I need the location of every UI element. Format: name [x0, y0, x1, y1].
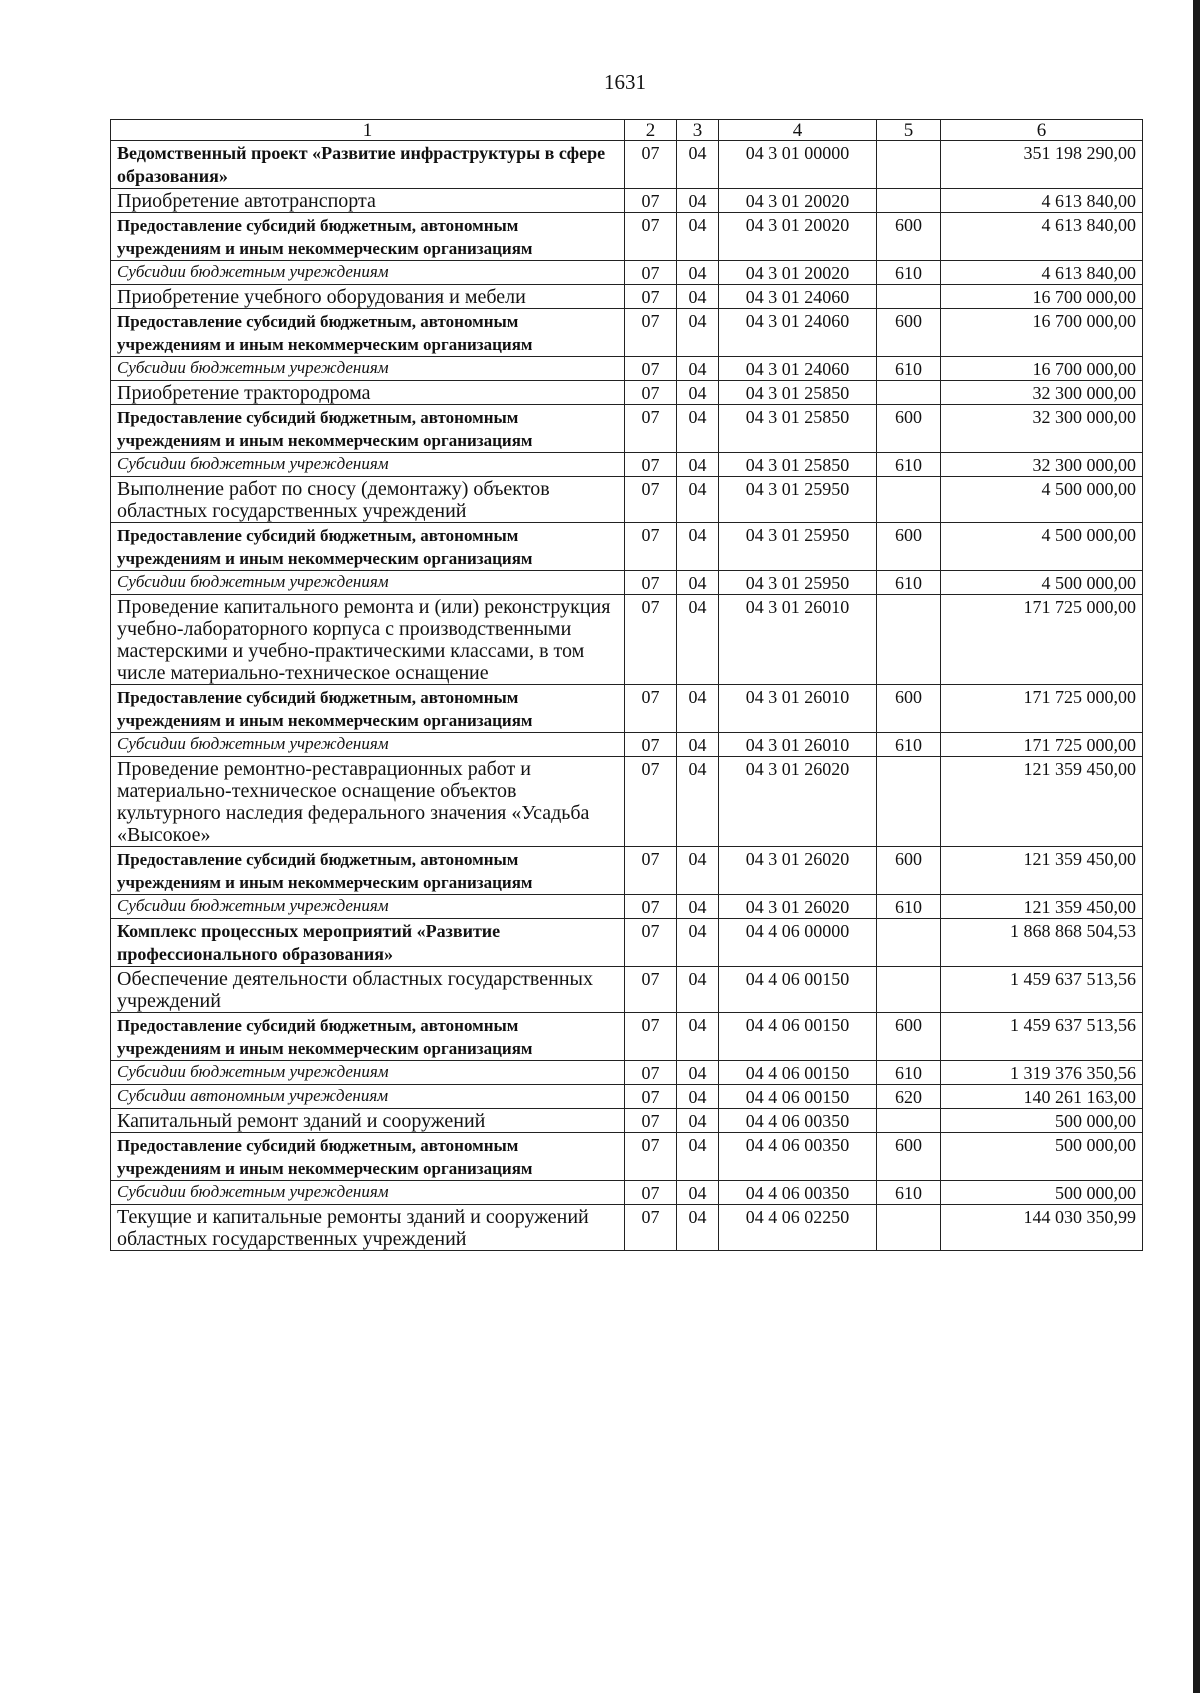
row-amount: 4 500 000,00	[941, 571, 1143, 595]
row-subsection-code: 04	[677, 685, 719, 733]
row-name: Проведение ремонтно-реставрационных работ и материально-техническое оснащение объектов культурного наследия федерального значения «Усадьба «Высокое»	[111, 757, 625, 847]
row-section-code: 07	[625, 967, 677, 1013]
row-section-code: 07	[625, 1013, 677, 1061]
row-amount: 500 000,00	[941, 1133, 1143, 1181]
table-row	[111, 1133, 1143, 1181]
row-amount: 4 613 840,00	[941, 189, 1143, 213]
table-row	[111, 189, 1143, 213]
row-name: Капитальный ремонт зданий и сооружений	[111, 1109, 625, 1133]
row-section-code: 07	[625, 757, 677, 847]
table-row	[111, 453, 1143, 477]
row-subsection-code: 04	[677, 733, 719, 757]
table-row	[111, 595, 1143, 685]
row-amount: 171 725 000,00	[941, 733, 1143, 757]
row-amount: 1 459 637 513,56	[941, 1013, 1143, 1061]
row-amount: 500 000,00	[941, 1181, 1143, 1205]
row-section-code: 07	[625, 733, 677, 757]
row-expense-type: 600	[877, 847, 941, 895]
row-subsection-code: 04	[677, 453, 719, 477]
row-amount: 4 613 840,00	[941, 261, 1143, 285]
row-expense-type: 600	[877, 523, 941, 571]
row-expense-type: 600	[877, 685, 941, 733]
row-name: Субсидии бюджетным учреждениям	[111, 895, 625, 919]
row-target-article: 04 3 01 25950	[719, 523, 877, 571]
table-row	[111, 213, 1143, 261]
budget-table	[110, 119, 1143, 1251]
row-section-code: 07	[625, 381, 677, 405]
row-section-code: 07	[625, 1181, 677, 1205]
row-section-code: 07	[625, 189, 677, 213]
row-subsection-code: 04	[677, 523, 719, 571]
table-row	[111, 261, 1143, 285]
row-amount: 32 300 000,00	[941, 381, 1143, 405]
row-name: Субсидии бюджетным учреждениям	[111, 453, 625, 477]
table-row	[111, 1109, 1143, 1133]
row-expense-type: 600	[877, 213, 941, 261]
row-section-code: 07	[625, 685, 677, 733]
row-subsection-code: 04	[677, 1181, 719, 1205]
row-subsection-code: 04	[677, 967, 719, 1013]
row-expense-type	[877, 1109, 941, 1133]
row-name: Субсидии бюджетным учреждениям	[111, 261, 625, 285]
row-section-code: 07	[625, 477, 677, 523]
row-target-article: 04 4 06 00150	[719, 967, 877, 1013]
row-amount: 16 700 000,00	[941, 309, 1143, 357]
table-row	[111, 1085, 1143, 1109]
row-name: Приобретение автотранспорта	[111, 189, 625, 213]
row-section-code: 07	[625, 213, 677, 261]
row-name: Предоставление субсидий бюджетным, автономным учреждениям и иным некоммерческим организациям	[111, 1013, 625, 1061]
row-expense-type: 610	[877, 357, 941, 381]
row-target-article: 04 3 01 26010	[719, 685, 877, 733]
column-header-2: 2	[625, 120, 677, 141]
row-name: Предоставление субсидий бюджетным, автономным учреждениям и иным некоммерческим организациям	[111, 213, 625, 261]
row-subsection-code: 04	[677, 189, 719, 213]
table-row	[111, 1205, 1143, 1251]
row-amount: 1 319 376 350,56	[941, 1061, 1143, 1085]
row-section-code: 07	[625, 141, 677, 189]
row-target-article: 04 4 06 00350	[719, 1133, 877, 1181]
table-row	[111, 967, 1143, 1013]
row-subsection-code: 04	[677, 1205, 719, 1251]
row-expense-type: 600	[877, 309, 941, 357]
row-name: Предоставление субсидий бюджетным, автономным учреждениям и иным некоммерческим организациям	[111, 685, 625, 733]
row-subsection-code: 04	[677, 1133, 719, 1181]
row-target-article: 04 3 01 20020	[719, 213, 877, 261]
row-expense-type	[877, 595, 941, 685]
table-row	[111, 381, 1143, 405]
row-name: Ведомственный проект «Развитие инфраструктуры в сфере образования»	[111, 141, 625, 189]
row-expense-type: 620	[877, 1085, 941, 1109]
row-amount: 144 030 350,99	[941, 1205, 1143, 1251]
row-section-code: 07	[625, 1133, 677, 1181]
row-subsection-code: 04	[677, 1013, 719, 1061]
row-name: Субсидии бюджетным учреждениям	[111, 733, 625, 757]
row-amount: 351 198 290,00	[941, 141, 1143, 189]
row-target-article: 04 3 01 24060	[719, 285, 877, 309]
table-row	[111, 1181, 1143, 1205]
row-expense-type	[877, 285, 941, 309]
row-section-code: 07	[625, 571, 677, 595]
row-amount: 121 359 450,00	[941, 895, 1143, 919]
row-subsection-code: 04	[677, 405, 719, 453]
row-name: Выполнение работ по сносу (демонтажу) объектов областных государственных учреждений	[111, 477, 625, 523]
row-expense-type	[877, 919, 941, 967]
row-section-code: 07	[625, 1061, 677, 1085]
row-expense-type: 610	[877, 571, 941, 595]
row-target-article: 04 3 01 26020	[719, 757, 877, 847]
row-subsection-code: 04	[677, 477, 719, 523]
row-expense-type: 600	[877, 1013, 941, 1061]
row-expense-type: 610	[877, 261, 941, 285]
row-name: Комплекс процессных мероприятий «Развитие профессионального образования»	[111, 919, 625, 967]
row-section-code: 07	[625, 1205, 677, 1251]
row-target-article: 04 4 06 00150	[719, 1085, 877, 1109]
row-section-code: 07	[625, 309, 677, 357]
row-subsection-code: 04	[677, 357, 719, 381]
row-expense-type: 610	[877, 895, 941, 919]
row-expense-type	[877, 757, 941, 847]
row-target-article: 04 4 06 00350	[719, 1109, 877, 1133]
row-target-article: 04 3 01 00000	[719, 141, 877, 189]
table-row	[111, 1013, 1143, 1061]
row-amount: 171 725 000,00	[941, 595, 1143, 685]
row-expense-type: 610	[877, 1061, 941, 1085]
column-header-6: 6	[941, 120, 1143, 141]
row-subsection-code: 04	[677, 141, 719, 189]
row-section-code: 07	[625, 595, 677, 685]
column-header-1: 1	[111, 120, 625, 141]
page-number: 1631	[604, 70, 646, 94]
row-amount: 4 500 000,00	[941, 477, 1143, 523]
row-section-code: 07	[625, 357, 677, 381]
row-target-article: 04 3 01 25850	[719, 405, 877, 453]
row-expense-type	[877, 477, 941, 523]
table-row	[111, 285, 1143, 309]
table-row	[111, 1061, 1143, 1085]
row-subsection-code: 04	[677, 895, 719, 919]
row-section-code: 07	[625, 919, 677, 967]
row-section-code: 07	[625, 895, 677, 919]
row-expense-type	[877, 967, 941, 1013]
row-subsection-code: 04	[677, 919, 719, 967]
row-target-article: 04 3 01 26020	[719, 895, 877, 919]
row-target-article: 04 3 01 20020	[719, 189, 877, 213]
row-name: Субсидии бюджетным учреждениям	[111, 1061, 625, 1085]
row-expense-type: 610	[877, 453, 941, 477]
row-name: Субсидии автономным учреждениям	[111, 1085, 625, 1109]
row-subsection-code: 04	[677, 213, 719, 261]
row-section-code: 07	[625, 453, 677, 477]
row-expense-type	[877, 189, 941, 213]
row-amount: 4 500 000,00	[941, 523, 1143, 571]
row-subsection-code: 04	[677, 571, 719, 595]
row-section-code: 07	[625, 523, 677, 571]
row-name: Проведение капитального ремонта и (или) реконструкция учебно-лабораторного корпуса с производственными мастерскими и учебно-практическими классами, в том числе материально-техническое оснащение	[111, 595, 625, 685]
row-amount: 171 725 000,00	[941, 685, 1143, 733]
row-expense-type	[877, 141, 941, 189]
row-target-article: 04 3 01 24060	[719, 309, 877, 357]
row-name: Обеспечение деятельности областных государственных учреждений	[111, 967, 625, 1013]
row-name: Предоставление субсидий бюджетным, автономным учреждениям и иным некоммерческим организациям	[111, 1133, 625, 1181]
row-section-code: 07	[625, 285, 677, 309]
row-subsection-code: 04	[677, 1061, 719, 1085]
row-expense-type: 610	[877, 733, 941, 757]
row-section-code: 07	[625, 1085, 677, 1109]
row-name: Приобретение учебного оборудования и мебели	[111, 285, 625, 309]
row-amount: 16 700 000,00	[941, 357, 1143, 381]
table-row	[111, 405, 1143, 453]
row-name: Текущие и капитальные ремонты зданий и сооружений областных государственных учреждений	[111, 1205, 625, 1251]
row-amount: 32 300 000,00	[941, 453, 1143, 477]
row-section-code: 07	[625, 847, 677, 895]
row-target-article: 04 3 01 26010	[719, 595, 877, 685]
table-row	[111, 477, 1143, 523]
row-expense-type: 600	[877, 405, 941, 453]
row-target-article: 04 4 06 00350	[719, 1181, 877, 1205]
table-row	[111, 919, 1143, 967]
row-subsection-code: 04	[677, 381, 719, 405]
column-header-3: 3	[677, 120, 719, 141]
row-subsection-code: 04	[677, 309, 719, 357]
row-target-article: 04 3 01 25850	[719, 453, 877, 477]
row-subsection-code: 04	[677, 285, 719, 309]
row-amount: 16 700 000,00	[941, 285, 1143, 309]
row-subsection-code: 04	[677, 1109, 719, 1133]
table-row	[111, 141, 1143, 189]
row-target-article: 04 3 01 25850	[719, 381, 877, 405]
scan-page-edge	[1193, 0, 1200, 1693]
row-amount: 140 261 163,00	[941, 1085, 1143, 1109]
row-target-article: 04 4 06 00000	[719, 919, 877, 967]
row-target-article: 04 4 06 00150	[719, 1061, 877, 1085]
row-name: Субсидии бюджетным учреждениям	[111, 1181, 625, 1205]
row-name: Субсидии бюджетным учреждениям	[111, 571, 625, 595]
column-header-4: 4	[719, 120, 877, 141]
row-subsection-code: 04	[677, 757, 719, 847]
row-amount: 1 459 637 513,56	[941, 967, 1143, 1013]
row-target-article: 04 4 06 02250	[719, 1205, 877, 1251]
table-row	[111, 571, 1143, 595]
table-row	[111, 757, 1143, 847]
row-name: Предоставление субсидий бюджетным, автономным учреждениям и иным некоммерческим организациям	[111, 847, 625, 895]
row-expense-type	[877, 1205, 941, 1251]
table-row	[111, 685, 1143, 733]
row-amount: 32 300 000,00	[941, 405, 1143, 453]
row-amount: 1 868 868 504,53	[941, 919, 1143, 967]
table-body	[111, 141, 1143, 1251]
table-row	[111, 733, 1143, 757]
row-name: Предоставление субсидий бюджетным, автономным учреждениям и иным некоммерческим организациям	[111, 309, 625, 357]
header-row	[111, 120, 1143, 141]
table-row	[111, 847, 1143, 895]
row-target-article: 04 3 01 24060	[719, 357, 877, 381]
row-amount: 4 613 840,00	[941, 213, 1143, 261]
row-target-article: 04 3 01 26010	[719, 733, 877, 757]
row-name: Приобретение трактородрома	[111, 381, 625, 405]
row-expense-type: 600	[877, 1133, 941, 1181]
row-subsection-code: 04	[677, 595, 719, 685]
row-section-code: 07	[625, 405, 677, 453]
row-name: Предоставление субсидий бюджетным, автономным учреждениям и иным некоммерческим организациям	[111, 523, 625, 571]
row-expense-type: 610	[877, 1181, 941, 1205]
row-amount: 121 359 450,00	[941, 847, 1143, 895]
row-target-article: 04 3 01 20020	[719, 261, 877, 285]
row-target-article: 04 4 06 00150	[719, 1013, 877, 1061]
row-section-code: 07	[625, 1109, 677, 1133]
row-subsection-code: 04	[677, 847, 719, 895]
row-target-article: 04 3 01 25950	[719, 571, 877, 595]
row-amount: 121 359 450,00	[941, 757, 1143, 847]
table-row	[111, 523, 1143, 571]
row-subsection-code: 04	[677, 261, 719, 285]
row-target-article: 04 3 01 25950	[719, 477, 877, 523]
row-subsection-code: 04	[677, 1085, 719, 1109]
row-name: Субсидии бюджетным учреждениям	[111, 357, 625, 381]
row-name: Предоставление субсидий бюджетным, автономным учреждениям и иным некоммерческим организациям	[111, 405, 625, 453]
table-row	[111, 309, 1143, 357]
column-header-5: 5	[877, 120, 941, 141]
row-amount: 500 000,00	[941, 1109, 1143, 1133]
table-row	[111, 357, 1143, 381]
row-expense-type	[877, 381, 941, 405]
row-section-code: 07	[625, 261, 677, 285]
table-row	[111, 895, 1143, 919]
row-target-article: 04 3 01 26020	[719, 847, 877, 895]
